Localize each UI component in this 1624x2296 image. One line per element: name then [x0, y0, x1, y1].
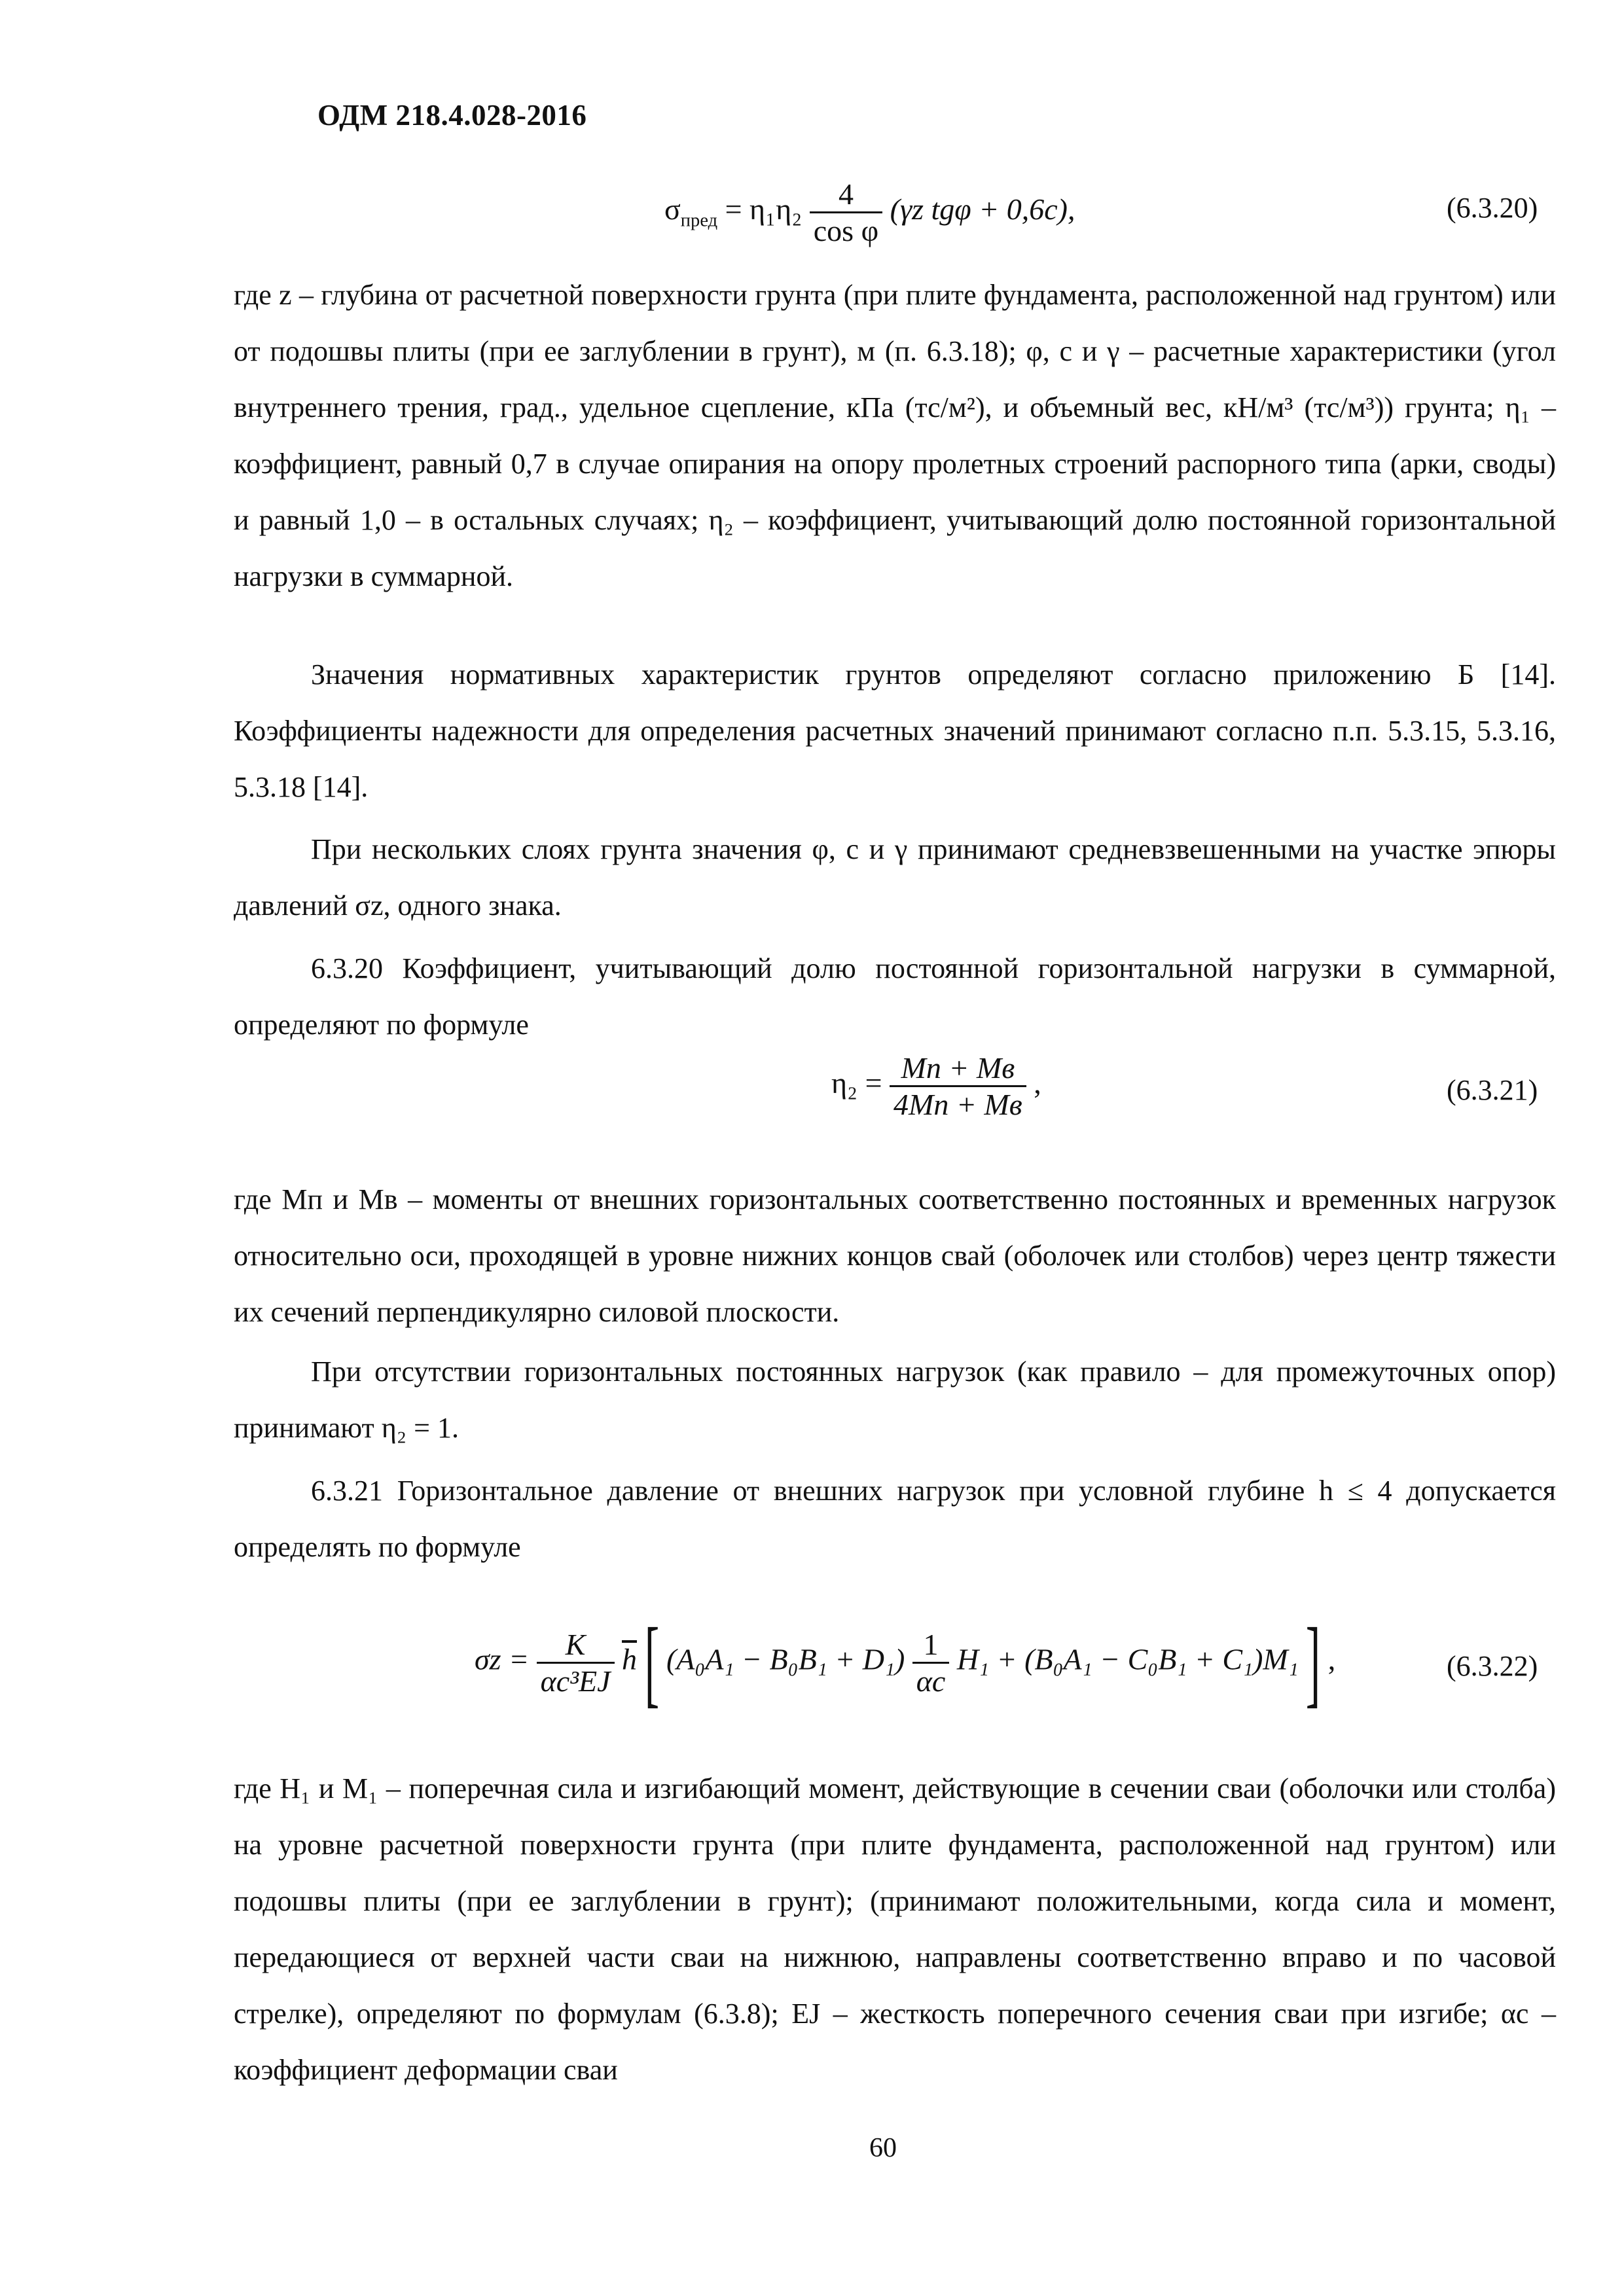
eq-denominator: αc³EJ: [537, 1662, 615, 1698]
eq-numerator-2: 1: [923, 1627, 939, 1661]
eq-rest: (γz tgφ + 0,6c),: [890, 192, 1075, 226]
eq-coef: = η₁η₂: [725, 192, 803, 226]
equation-number-6-3-20: (6.3.20): [1447, 192, 1538, 224]
equation-number-6-3-21: (6.3.21): [1447, 1074, 1538, 1106]
eq-numerator: K: [565, 1627, 586, 1661]
eq-lhs: η₂ =: [831, 1066, 882, 1100]
eq-tail: ,: [1327, 1642, 1336, 1676]
paragraph-definitions: где z – глубина от расчетной поверхности грунта (при плите фундамента, расположенной над грунтом) или от подошвы плиты (при ее заглублении в грунт), м (п. 6.3.18); φ, c и γ – расчетные характеристики (угол внутреннего трения, град., удельное сцепление, кПа (тс/м²), и объемный вес, кН/м³ (тс/м³)) грунта; η₁ – коэффициент, равный 0,7 в случае опирания на опору пролетных строений распорного типа (арки, своды) и равный 1,0 – в остальных случаях; η₂ – коэффициент, учитывающий долю постоянной горизонтальной нагрузки в суммарной.: [234, 279, 1556, 592]
equation-6-3-21: [831, 1050, 1041, 1122]
eq-lhs: σ: [664, 192, 681, 226]
paragraph-normative-values: Значения нормативных характеристик грунтов определяют согласно приложению Б [14]. Коэффициенты надежности для определения расчетных значений принимают согласно п.п. 5.3.15, 5.3.16, 5.3.18 [14].: [234, 658, 1556, 803]
equation-6-3-20: [664, 177, 1075, 248]
eq-part2: H₁ + (B₀A₁ − C₀B₁ + C₁)M₁: [956, 1642, 1299, 1676]
left-bracket-icon: [: [644, 1608, 659, 1717]
eq-numerator: 4: [838, 177, 854, 211]
eq-denominator: cos φ: [810, 211, 882, 248]
paragraph-no-loads: При отсутствии горизонтальных постоянных нагрузок (как правило – для промежуточных опор) принимают η₂ = 1.: [234, 1355, 1556, 1444]
eq-fraction-alpha: [912, 1627, 950, 1698]
paragraph-moments: где Mп и Mв – моменты от внешних горизонтальных соответственно постоянных и временных нагрузок относительно оси, проходящей в уровне нижних концов свай (оболочек или столбов) через центр тяжести их сечений перпендикулярно силовой плоскости.: [234, 1183, 1556, 1328]
eq-part1: (A₀A₁ − B₀B₁ + D₁): [666, 1642, 905, 1676]
eq-lhs-sub: пред: [680, 210, 718, 231]
equation-number-6-3-22: (6.3.22): [1447, 1650, 1538, 1682]
eq-denominator: 4Mп + Mв: [890, 1085, 1026, 1122]
eq-numerator: Mп + Mв: [901, 1051, 1015, 1085]
eq-lhs: σz =: [475, 1642, 530, 1676]
paragraph-layers: При нескольких слоях грунта значения φ, c и γ принимают средневзвешенными на участке эпюры давлений σz, одного знака.: [234, 833, 1556, 922]
eq-denominator-2: αc: [912, 1662, 950, 1698]
right-bracket-icon: ]: [1305, 1608, 1321, 1717]
eq-fraction: [890, 1050, 1026, 1122]
eq-tail: ,: [1034, 1066, 1041, 1100]
paragraph-h1-m1: где H₁ и M₁ – поперечная сила и изгибающий момент, действующие в сечении сваи (оболочки или столба) на уровне расчетной поверхности грунта (при плите фундамента, расположенной над грунтом) или подошвы плиты (при ее заглублении в грунт); (принимают положительными, когда сила и момент, передающиеся от верхней части сваи на нижнюю, направлены соответственно вправо и по часовой стрелке), определяют по формулам (6.3.8); EJ – жесткость поперечного сечения сваи при изгибе; αc – коэффициент деформации сваи: [234, 1772, 1556, 2086]
paragraph-6-3-20: 6.3.20 Коэффициент, учитывающий долю постоянной горизонтальной нагрузки в суммарной, определяют по формуле: [234, 952, 1556, 1041]
document-header: ОДМ 218.4.028-2016: [317, 99, 587, 132]
paragraph-6-3-21: 6.3.21 Горизонтальное давление от внешних нагрузок при условной глубине h ≤ 4 допускается определять по формуле: [234, 1475, 1556, 1563]
eq-fraction-k: [537, 1627, 615, 1698]
equation-6-3-22: [475, 1608, 1336, 1717]
eq-hbar: $\overline{h}$: [622, 1642, 638, 1676]
page-number: 60: [869, 2133, 897, 2163]
eq-fraction: [810, 177, 882, 248]
